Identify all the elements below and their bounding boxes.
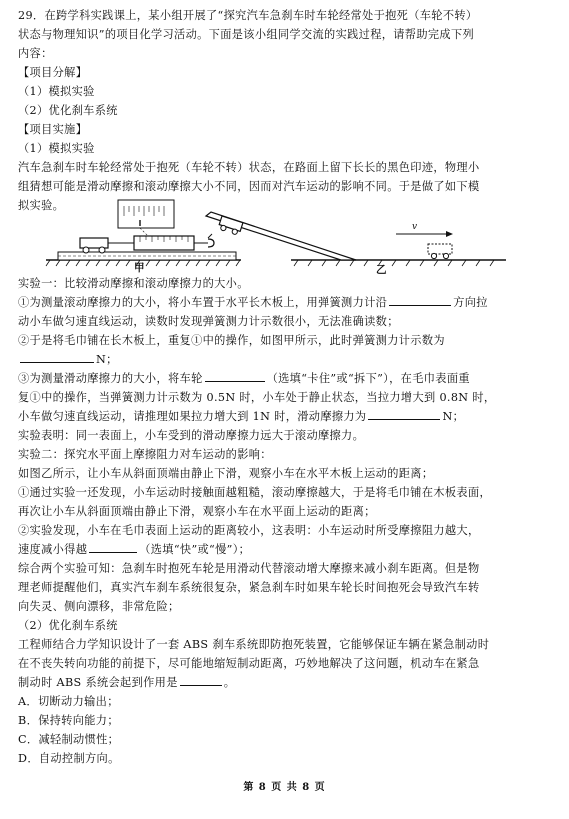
line-text: （选填“卡住”或“拆下”），在毛巾表面重 [266, 372, 470, 385]
line-text: 在不丧失转向功能的前提下，尽可能地缩短制动距离，巧妙地解决了这问题，机动车在紧急 [18, 657, 480, 670]
text-line [18, 654, 553, 673]
text-line [18, 407, 553, 426]
line-text: 实验二：探究水平面上摩擦阻力对车运动的影响： [18, 448, 272, 461]
answer-blank[interactable] [389, 294, 451, 306]
line-text: 实验一：比较滑动摩擦和滚动摩擦力的大小。 [18, 277, 249, 290]
figure-label-a: 甲 [134, 262, 145, 274]
text-line: 29．在跨学科实践课上，某小组开展了“探究汽车急刹车时车轮经常处于抱死（车轮不转） [18, 9, 478, 22]
experiment-figure [36, 198, 536, 280]
text-line [18, 350, 553, 369]
line-text: N； [442, 410, 465, 423]
line-text: 。 [223, 676, 236, 689]
line-text: ③为测量滑动摩擦力的大小，将车轮 [18, 372, 203, 385]
text-line: 组猜想可能是滑动摩擦和滚动摩擦大小不同，因而对汽车运动的影响不同。于是做了如下模 [18, 180, 480, 193]
line-text: 速度减小得越 [18, 543, 88, 556]
line-text: 综合两个实验可知：急刹车时抱死车轮是用滑动代替滚动增大摩擦来减小刹车距离。但是物 [18, 562, 480, 575]
text-line [18, 388, 553, 407]
text-line: （1）模拟实验 [18, 142, 95, 155]
text-line [18, 426, 553, 445]
line-text: （选填“快”或“慢”）； [139, 543, 251, 556]
answer-blank[interactable] [89, 541, 137, 553]
line-text: 向失灵、侧向漂移，非常危险； [18, 600, 180, 613]
section-heading: 【项目分解】 [18, 66, 88, 79]
text-line: 拟实验。 [18, 199, 65, 212]
line-text: 实验表明：同一表面上，小车受到的滑动摩擦力远大于滚动摩擦力。 [18, 429, 365, 442]
text-line: 状态与物理知识”的项目化学习活动。下面是该小组同学交流的实践过程，请帮助完成下列 [18, 28, 475, 41]
line-text: A．切断动力输出； [18, 695, 119, 708]
figure-label-b: 乙 [376, 264, 387, 276]
line-text: ①为测量滚动摩擦力的大小，将小车置于水平长木板上，用弹簧测力计沿 [18, 296, 388, 309]
answer-blank[interactable] [20, 351, 94, 363]
line-text: B．保持转向能力； [18, 714, 119, 727]
answer-blank[interactable] [205, 370, 265, 382]
text-line [18, 331, 553, 350]
line-text: 如图乙所示，让小车从斜面顶端由静止下滑，观察小车在水平木板上运动的距离； [18, 467, 434, 480]
text-line [18, 274, 553, 293]
text-line: 汽车急刹车时车轮经常处于抱死（车轮不转）状态，在路面上留下长长的黑色印迹，物理小 [18, 161, 480, 174]
line-text: 制动时 ABS 系统会起到作用是 [18, 676, 178, 689]
option-d[interactable] [18, 749, 553, 768]
line-text: 再次让小车从斜面顶端由静止下滑，观察小车在水平面上运动的距离； [18, 505, 376, 518]
text-line [18, 673, 553, 692]
text-line [18, 578, 553, 597]
answer-blank[interactable] [180, 674, 222, 686]
line-text: 复①中的操作，当弹簧测力计示数为 0.5N 时，小车处于静止状态，当拉力增大到 0.8N 时， [18, 391, 496, 404]
answer-blank[interactable] [368, 408, 440, 420]
text-line: （2）优化刹车系统 [18, 104, 118, 117]
text-line [18, 445, 553, 464]
line-text: ②实验发现，小车在毛巾表面上运动的距离较小，这表明：小车运动时所受摩擦阻力越大， [18, 524, 480, 537]
text-line: （1）模拟实验 [18, 85, 95, 98]
line-text: （2）优化刹车系统 [18, 619, 118, 632]
line-text: 工程师结合力学知识设计了一套 ABS 刹车系统即防抱死装置，它能够保证车辆在紧急制动时 [18, 638, 490, 651]
text-line [18, 464, 553, 483]
experiment-diagram [36, 198, 536, 280]
line-text: 方向拉 [453, 296, 488, 309]
page-footer: 第 8 页 共 8 页 [243, 782, 326, 793]
line-text: ①通过实验一还发现，小车运动时接触面越粗糙，滚动摩擦越大，于是将毛巾铺在木板表面， [18, 486, 492, 499]
text-line [18, 369, 553, 388]
option-c[interactable] [18, 730, 553, 749]
line-text: ②于是将毛巾铺在长木板上，重复①中的操作，如图甲所示，此时弹簧测力计示数为 [18, 334, 445, 347]
line-text: 理老师提醒他们，真实汽车刹车系统很复杂，紧急刹车时如果车轮长时间抱死会导致汽车转 [18, 581, 480, 594]
option-a[interactable] [18, 692, 553, 711]
section-heading: 【项目实施】 [18, 123, 88, 136]
text-line [18, 483, 553, 502]
line-text: C．减轻制动惯性； [18, 733, 120, 746]
text-line [18, 616, 553, 635]
text-line [18, 540, 553, 559]
text-line [18, 293, 553, 312]
text-line [18, 502, 553, 521]
text-line [18, 597, 553, 616]
text-line: 内容： [18, 47, 53, 60]
velocity-label: v [412, 222, 418, 232]
line-text: D．自动控制方向。 [18, 752, 120, 765]
text-line [18, 521, 553, 540]
line-text: 动小车做匀速直线运动，读数时发现弹簧测力计示数很小，无法准确读数； [18, 315, 399, 328]
line-text: N； [96, 353, 118, 366]
text-line [18, 312, 553, 331]
text-line [18, 635, 553, 654]
line-text: 小车做匀速直线运动，请推理如果拉力增大到 1N 时，滑动摩擦力为 [18, 410, 367, 423]
text-line [18, 559, 553, 578]
option-b[interactable] [18, 711, 553, 730]
